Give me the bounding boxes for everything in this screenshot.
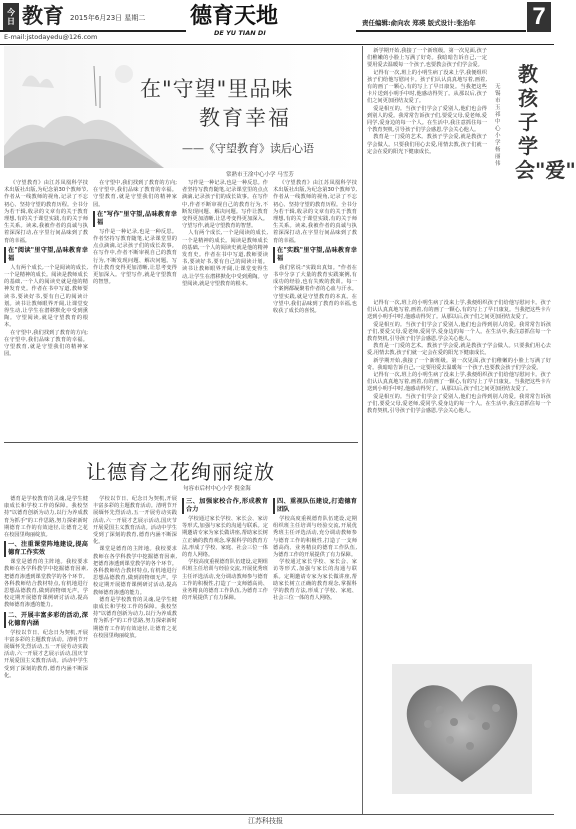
article2-sec3-text: 学校通过家长学校、家长会、家访等形式,加强与家长的沟通与联系。定期邀请专家为家长做讲座,帮助家长树立正确的教育观念,掌握科学的教育方法,形成了学校、家庭、社会三位一体的育人网络。 [182, 516, 268, 559]
section-divider [4, 442, 358, 443]
article2-col2-lead: 学校以节日、纪念日为契机,开展丰富多彩的主题教育活动。清明节开展缅怀先烈活动,五一开展劳动实践活动,六一开展才艺展示活动,国庆节开展爱国主义教育活动。活动中学生受到了深刻的教育,德育内涵不断深化。 [93, 496, 177, 546]
article3-title: 教孩子学会"爱" [515, 62, 576, 182]
article1-subtitle: ——《守望教育》读后心语 [182, 142, 314, 155]
article3-main-text2b: 记得有一次,班上的小明生病了没来上学,我便组织孩子们给他写慰问卡。孩子们认认真真地写着,画着,有的画了一颗心,有的写上了早日康复。当我把这些卡片送到小明手中时,他感动得哭了。从那以后,孩子们之间更加团结友爱了。 [367, 372, 551, 393]
section-name: 教育 [22, 3, 64, 28]
article1-sub3-title: 在"实践"里守望,品味教育幸福 [273, 247, 357, 263]
masthead-rule-right [356, 30, 526, 32]
article2-sec4-title: 四、重视队伍建设,打造德育团队 [273, 498, 357, 514]
footer-rule [0, 814, 554, 815]
article3-text3: 爱是相互的。当孩子们学会了爱别人,他们也会得到别人的爱。我常常告诉孩子们,要爱父母,爱老师,爱同学,爱身边的每一个人。在生活中,我注意抓住每一个教育契机,引导孩子们学会感恩,学会关心他人。 [367, 105, 487, 134]
heart-icon [392, 664, 532, 794]
article3-col-top [367, 48, 487, 298]
article3-byline: 无锡市玉祁中心小学 杨丽伟 [495, 84, 501, 167]
issue-date: 2015年6月23日 星期二 [70, 14, 146, 22]
article1-col3-lead: 写作是一种记录,也是一种反思。作者坚持写教育随笔,记录课堂里的点点滴滴,记录孩子们的成长故事。在写作中,作者不断审视自己的教育行为,不断发现问题、解决问题。写作让教育变得更加清晰,让思考变得更加深入。守望写作,就是守望教育的智慧。 [182, 180, 268, 230]
article1-sub1-title: 在"阅读"里守望,品味教育幸福 [4, 247, 88, 263]
article3-main-text1: 新学期开始,我接了一个新班级。第一次见面,孩子们稚嫩的小脸上写满了好奇。我暗暗告诉自己,一定要用爱去温暖每一个孩子,也要教会孩子们学会爱。 [367, 357, 551, 371]
article2-sec1-title: 一、注重课堂阵地建设,提高德育工作实效 [4, 541, 88, 557]
article2-byline: 句容市后村中心小学 倪金海 [183, 486, 251, 492]
article2-sec2-text: 学校以节日、纪念日为契机,开展丰富多彩的主题教育活动。清明节开展缅怀先烈活动,五一开展劳动实践活动,六一开展才艺展示活动,国庆节开展爱国主义教育活动。活动中学生受到了深刻的教育,德育内涵不断深化。 [4, 629, 88, 679]
column-divider [362, 46, 363, 814]
article1-col2-lead: 在守望中,我们找到了教育的方向;在守望中,我们品味了教育的幸福。守望教育,就是守望我们的精神家园。 [93, 180, 177, 208]
article2-col3-text: 学校高度重视德育队伍建设,定期组织班主任培训与经验交流,开展优秀班主任评选活动,充分调动教师参与德育工作的积极性,打造了一支师德高尚、业务精良的德育工作队伍,为德育工作的开展提供了有力保障。 [182, 559, 268, 602]
article3-text1-b: 教育是一门爱的艺术。教孩子学会爱,就是教孩子学会做人。只要我们用心去爱,用情去教,孩子们就一定会在爱的阳光下健康成长。 [367, 134, 487, 155]
article1-title-line2: 教育幸福 [199, 106, 291, 130]
article1-sub2-text: 写作是一种记录,也是一种反思。作者坚持写教育随笔,记录课堂里的点点滴滴,记录孩子们的成长故事。在写作中,作者不断审视自己的教育行为,不断发现问题、解决问题。写作让教育变得更加清晰,让思考变得更加深入。守望写作,就是守望教育的智慧。 [93, 228, 177, 286]
article1-sub2-title: 在"写作"里守望,品味教育幸福 [93, 211, 177, 227]
article3-text2: 记得有一次,班上的小明生病了没来上学,我便组织孩子们给他写慰问卡。孩子们认认真真地写着,画着,有的画了一颗心,有的写上了早日康复。当我把这些卡片送到小明手中时,他感动得哭了。从那以后,孩子们之间更加团结友爱了。 [367, 69, 487, 105]
article3-main-text3: 爱是相互的。当孩子们学会了爱别人,他们也会得到别人的爱。我常常告诉孩子们,要爱父母,爱老师,爱同学,爱身边的每一个人。在生活中,我注意抓住每一个教育契机,引导孩子们学会感恩,学会关心他人。 [367, 321, 551, 343]
article1-sub1-text-b: 在守望中,我们找到了教育的方向;在守望中,我们品味了教育的幸福。守望教育,就是守望我们的精神家园。 [4, 329, 88, 358]
article2-title: 让德育之花绚丽绽放 [86, 460, 275, 484]
article2-col4-text: 学校通过家长学校、家长会、家访等形式,加强与家长的沟通与联系。定期邀请专家为家长做讲座,帮助家长树立正确的教育观念,掌握科学的教育方法,形成了学校、家庭、社会三位一体的育人网络。 [273, 559, 357, 602]
masthead [0, 0, 554, 44]
contact-email: E-mail:jstodayedu@126.com [4, 33, 98, 41]
center-title: 德育天地 [190, 3, 279, 29]
article2-sec3-title: 三、加强家校合作,形成教育合力 [182, 498, 268, 514]
article2-col2-text-b: 德育是学校教育的灵魂,是学生健康成长和学校工作的保障。我校坚持"以德育创新为动力,以行为养成教育为抓手"的工作思路,努力探索新时期德育工作的有效途径,让德育之花在校园里绚丽绽放。 [93, 596, 177, 639]
article1-hero [4, 46, 362, 168]
article3-main-text3b: 爱是相互的。当孩子们学会了爱别人,他们也会得到别人的爱。我常常告诉孩子们,要爱父母,爱老师,爱同学,爱身边的每一个人。在生活中,我注意抓住每一个教育契机,引导孩子们学会感恩,学会关心他人。 [367, 393, 551, 415]
article2-sec1-text: 课堂是德育的主阵地。我校要求教师在各学科教学中挖掘德育因素,把德育渗透到课堂教学的各个环节。各科教师结合教材特点,有机地进行思想品德教育,做到润物细无声。学校定期开展德育课例研讨活动,提高教师德育渗透的能力。 [4, 559, 88, 609]
article2-col2-text: 课堂是德育的主阵地。我校要求教师在各学科教学中挖掘德育因素,把德育渗透到课堂教学的各个环节。各科教师结合教材特点,有机地进行思想品德教育,做到润物细无声。学校定期开展德育课例研讨活动,提高教师德育渗透的能力。 [93, 546, 177, 596]
article2-col4 [273, 496, 357, 812]
heart-hands-photo [392, 664, 532, 794]
masthead-rule [0, 30, 186, 32]
article1-byline: 常熟市王淦中心小学 马雪芳 [226, 172, 294, 178]
page-number: 7 [527, 2, 551, 32]
article2-sec2-title: 二、开展丰富多彩的活动,深化德育内涵 [4, 612, 88, 628]
article1-col4 [273, 180, 357, 438]
article1-col3-text: 人有两个成长,一个是阅读的成长,一个是精神的成长。阅读是教师成长的基础,一个人的阅读史就是他的精神发育史。作者在书中写道,教师要读书,要读好书,要有自己的阅读计划。读书让教师眼界开阔,让课堂变得生动,让学生在潜移默化中受到熏陶。守望阅读,就是守望教育的根本。 [182, 230, 268, 287]
article1-title-line1: 在"守望"里品味 [140, 77, 294, 101]
article3-text1: 新学期开始,我接了一个新班级。第一次见面,孩子们稚嫩的小脸上写满了好奇。我暗暗告诉自己,一定要用爱去温暖每一个孩子,也要教会孩子们学会爱。 [367, 48, 487, 69]
ink-landscape-illustration [4, 46, 164, 168]
logo-text: 今日 [7, 7, 15, 26]
article1-intro: 《守望教育》由江苏凤凰科学技术出版社出版,为纪念第30个教师节,作者从一线教师的视角,记录了不忘初心、坚持守望的教育历程。全书分为若干辑,收录的文章有的关于教育理想,有的关于课堂实践,有的关于师生关系。读来,我被作者的真诚与执着深深打动,在字里行间品味到了教育的幸福。 [4, 180, 88, 244]
article1-col4-lead: 《守望教育》由江苏凤凰科学技术出版社出版,为纪念第30个教师节,作者从一线教师的视角,记录了不忘初心、坚持守望的教育历程。全书分为若干辑,收录的文章有的关于教育理想,有的关于课堂实践,有的关于师生关系。读来,我被作者的真诚与执着深深打动,在字里行间品味到了教育的幸福。 [273, 180, 357, 244]
article2-col1 [4, 496, 88, 812]
article1-col2 [93, 180, 177, 438]
article3-title-vertical [491, 62, 576, 272]
article1-col1 [4, 180, 88, 438]
masthead-logo [3, 3, 19, 31]
editors-line: 责任编辑:俞向农 郑瑛 版式设计:张治年 [362, 19, 476, 27]
article2-col3 [182, 496, 268, 812]
article1-col3 [182, 180, 268, 438]
article2-col2 [93, 496, 177, 812]
footer-name: 江苏科技报 [248, 817, 283, 825]
article2-intro: 德育是学校教育的灵魂,是学生健康成长和学校工作的保障。我校坚持"以德育创新为动力,以行为养成教育为抓手"的工作思路,努力探索新时期德育工作的有效途径,让德育之花在校园里绚丽绽放。 [4, 496, 88, 539]
masthead-rule-bottom [0, 44, 554, 45]
article3-main-text2: 记得有一次,班上的小明生病了没来上学,我便组织孩子们给他写慰问卡。孩子们认认真真地写着,画着,有的画了一颗心,有的写上了早日康复。当我把这些卡片送到小明手中时,他感动得哭了。从那以后,孩子们之间更加团结友爱了。 [367, 300, 551, 321]
article1-sub1-text: 人有两个成长,一个是阅读的成长,一个是精神的成长。阅读是教师成长的基础,一个人的阅读史就是他的精神发育史。作者在书中写道,教师要读书,要读好书,要有自己的阅读计划。读书让教师眼界开阔,让课堂变得生动,让学生在潜移默化中受到熏陶。守望阅读,就是守望教育的根本。 [4, 264, 88, 329]
article1-sub3-text: 我们常说:"实践出真知。"作者在书中分享了大量的教育实践案例,有成功的经验,也有失败的教训。每一个案例都凝聚着作者的心血与汗水。守望实践,就是守望教育的本真。在守望中,我们品味到了教育的幸福,也收获了成长的喜悦。 [273, 264, 357, 315]
center-pinyin: DE YU TIAN DI [214, 29, 266, 37]
article3-col-main [367, 300, 551, 660]
article3-main-text4: 教育是一门爱的艺术。教孩子学会爱,就是教孩子学会做人。只要我们用心去爱,用情去教,孩子们就一定会在爱的阳光下健康成长。 [367, 343, 551, 357]
article2-sec4-text: 学校高度重视德育队伍建设,定期组织班主任培训与经验交流,开展优秀班主任评选活动,充分调动教师参与德育工作的积极性,打造了一支师德高尚、业务精良的德育工作队伍,为德育工作的开展提供了有力保障。 [273, 516, 357, 559]
